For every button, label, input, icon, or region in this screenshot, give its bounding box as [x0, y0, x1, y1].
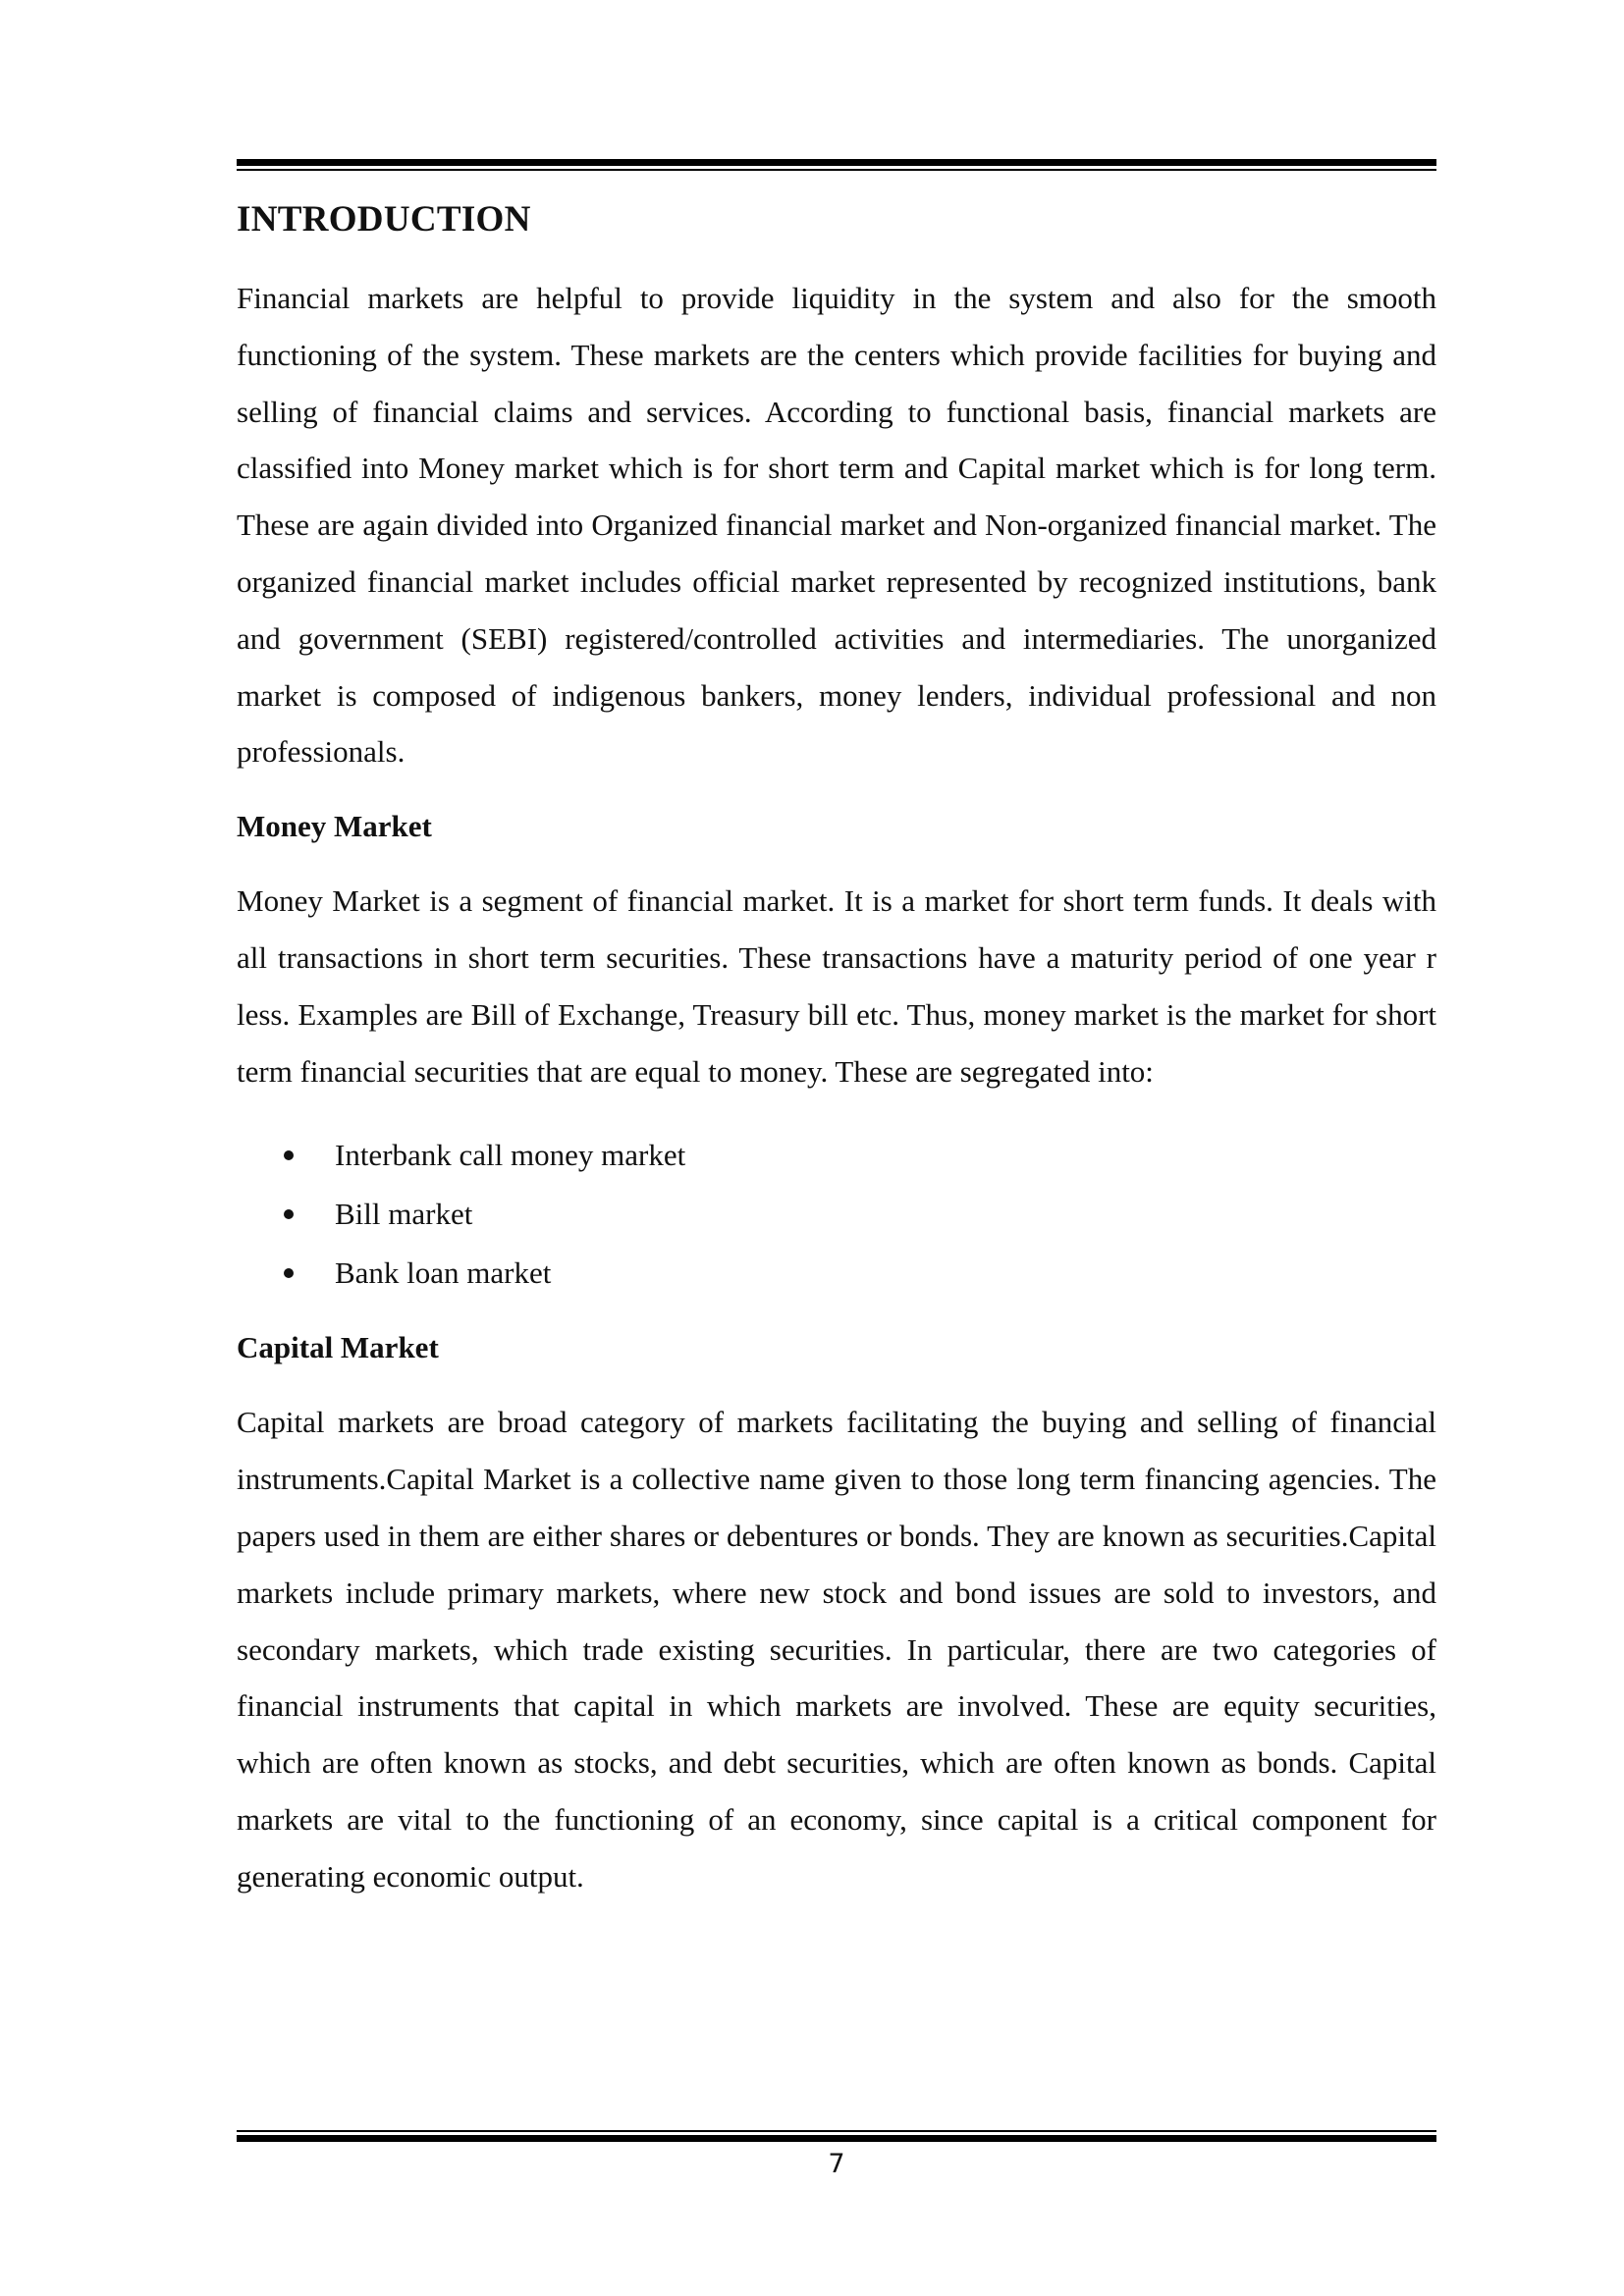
list-item: [284, 1126, 1436, 1185]
footer-rule-thick-line: [237, 2135, 1436, 2142]
money-market-heading: Money Market: [237, 809, 432, 844]
list-item: [284, 1185, 1436, 1244]
header-rule-thick-line: [237, 159, 1436, 166]
header-rule: [237, 159, 1436, 171]
bullet-icon: [284, 1268, 294, 1278]
list-item-text: Bank loan market: [335, 1255, 552, 1291]
capital-market-paragraph: Capital markets are broad category of markets facilitating the buying and selling of financial instruments.Capital Market is a collective name given to those long term financing agencies. The papers used in them are either shares or debentures or bonds. They are known as securities.Capital markets include primary markets, where new stock and bond issues are sold to investors, and secondary markets, which trade existing securities. In particular, there are two categories of financial instruments that capital in which markets are involved. These are equity securities, which are often known as stocks, and debt securities, which are often known as bonds. Capital markets are vital to the functioning of an economy, since capital is a critical component for generating economic output.: [237, 1405, 1436, 1894]
money-market-paragraph: Money Market is a segment of financial market. It is a market for short term funds. It deals with all transactions in short term securities. These transactions have a maturity period of one year r less. Examples are Bill of Exchange, Treasury bill etc. Thus, money market is the market for short term financial securities that are equal to money. These are segregated into:: [237, 883, 1436, 1089]
list-item-text: Interbank call money market: [335, 1138, 686, 1173]
list-item: [284, 1244, 1436, 1303]
capital-market-heading: Capital Market: [237, 1330, 439, 1365]
page-number: 7: [828, 2149, 845, 2179]
money-market-list: [237, 1126, 1436, 1303]
bullet-icon: [284, 1209, 294, 1219]
bullet-icon: [284, 1150, 294, 1160]
page-content: [237, 192, 1436, 1905]
section-title: INTRODUCTION: [237, 199, 531, 240]
footer-rule: [237, 2130, 1436, 2142]
intro-paragraph: Financial markets are helpful to provide liquidity in the system and also for the smooth functioning of the system. These markets are the centers which provide facilities for buying and selling of financial claims and services. According to functional basis, financial markets are classified into Money market which is for short term and Capital market which is for long term. These are again divided into Organized financial market and Non-organized financial market. The organized financial market includes official market represented by recognized institutions, bank and government (SEBI) registered/controlled activities and intermediaries. The unorganized market is composed of indigenous bankers, money lenders, individual professional and non professionals.: [237, 281, 1436, 770]
list-item-text: Bill market: [335, 1197, 473, 1232]
footer-rule-thin-line: [237, 2130, 1436, 2132]
header-rule-thin-line: [237, 169, 1436, 171]
